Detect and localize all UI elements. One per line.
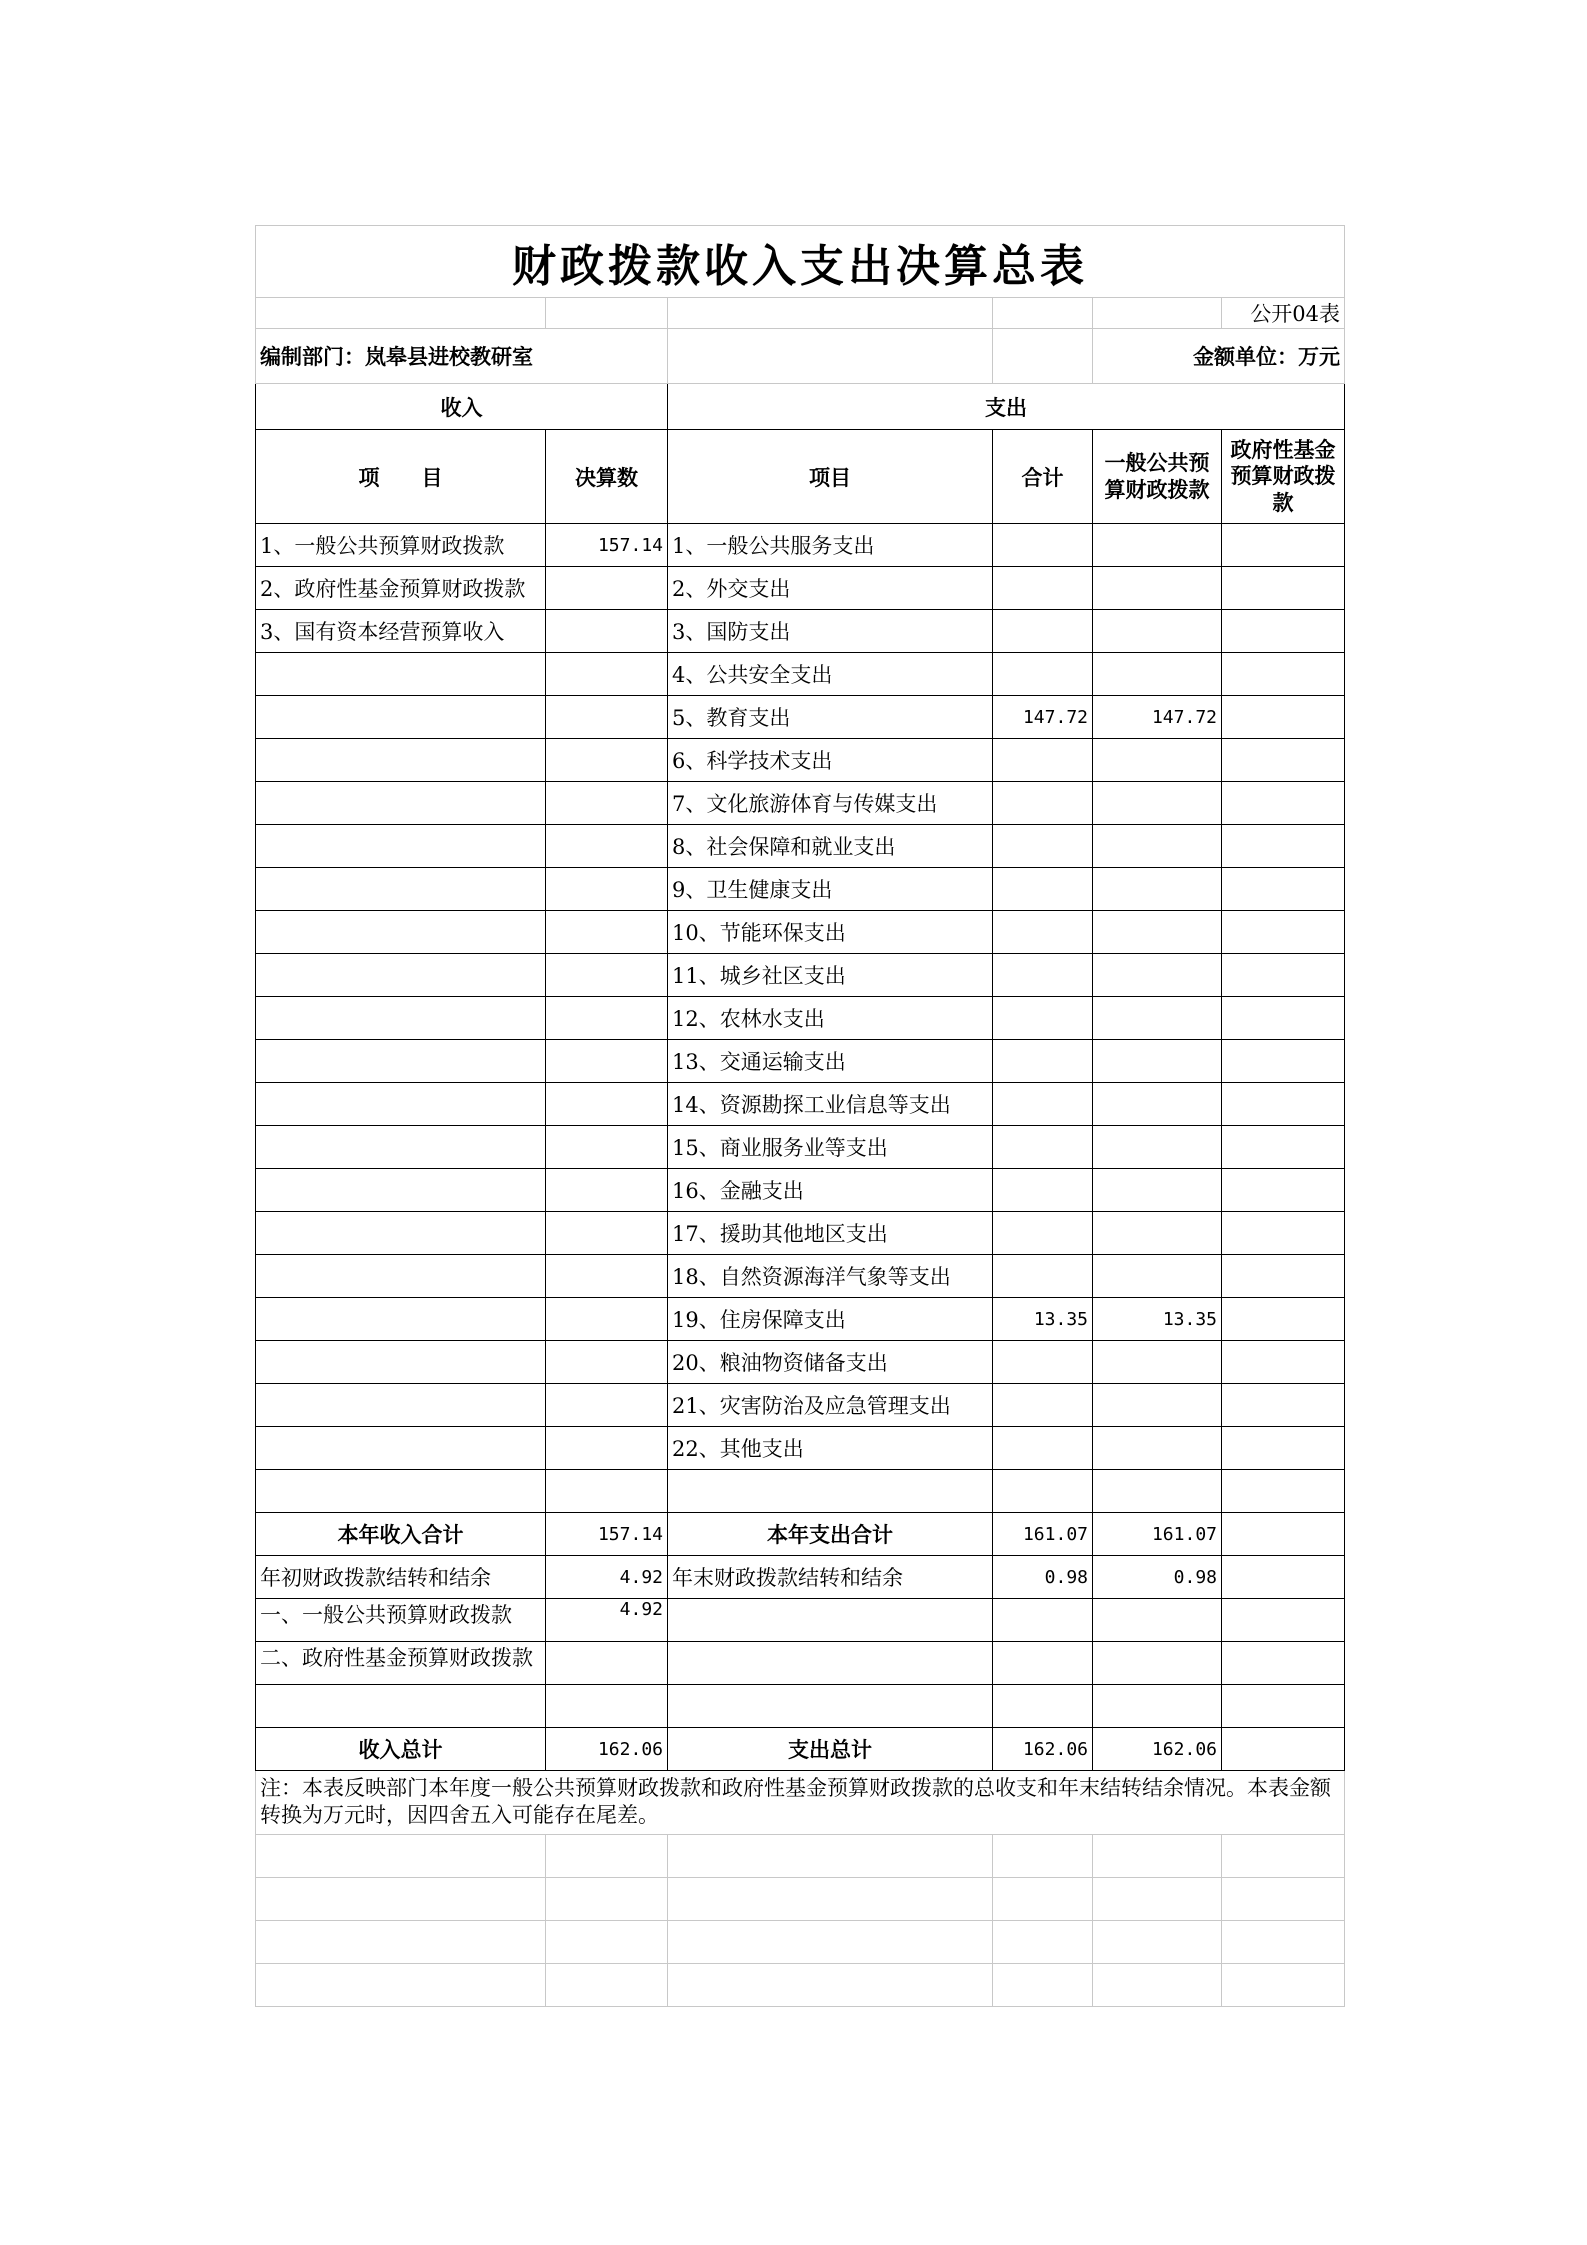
expense-total: [993, 610, 1093, 653]
form-code: 公开04表: [1222, 298, 1345, 329]
expense-fund: [1222, 1298, 1345, 1341]
carry-income-value: 4.92: [546, 1556, 668, 1599]
table-row: [256, 1212, 1345, 1255]
expense-general: [1093, 739, 1222, 782]
expense-fund: [1222, 696, 1345, 739]
income-item: [256, 1169, 546, 1212]
table-row: [256, 1298, 1345, 1341]
income-item: 2、政府性基金预算财政拨款: [256, 567, 546, 610]
expense-fund: [1222, 1470, 1345, 1513]
expense-general: [1093, 1212, 1222, 1255]
gov-fund-header: 政府性基金预算财政拨款: [1222, 430, 1345, 524]
income-value: [546, 997, 668, 1040]
year-total-expense-fund: [1222, 1513, 1345, 1556]
table-row: [256, 1040, 1345, 1083]
income-item: [256, 1040, 546, 1083]
income-item: [256, 1384, 546, 1427]
expense-fund: [1222, 739, 1345, 782]
expense-general: 13.35: [1093, 1298, 1222, 1341]
expense-general: [1093, 1126, 1222, 1169]
expense-item: 18、自然资源海洋气象等支出: [668, 1255, 993, 1298]
expense-general: [1093, 524, 1222, 567]
income-value: [546, 868, 668, 911]
expense-general: [1093, 1083, 1222, 1126]
expense-total: [993, 1040, 1093, 1083]
expense-total: [993, 1470, 1093, 1513]
expense-total: [993, 1083, 1093, 1126]
expense-fund: [1222, 1083, 1345, 1126]
year-total-expense-label: 本年支出合计: [668, 1513, 993, 1556]
table-row: [256, 653, 1345, 696]
expense-total: 13.35: [993, 1298, 1093, 1341]
table-row: [256, 739, 1345, 782]
year-total-expense-total: 161.07: [993, 1513, 1093, 1556]
carry-sub-item: 一、一般公共预算财政拨款: [256, 1599, 546, 1642]
income-value: [546, 653, 668, 696]
income-value: [546, 567, 668, 610]
expense-fund: [1222, 1427, 1345, 1470]
expense-fund: [1222, 1384, 1345, 1427]
expense-item: 12、农林水支出: [668, 997, 993, 1040]
general-public-header: 一般公共预算财政拨款: [1093, 430, 1222, 524]
expense-fund: [1222, 610, 1345, 653]
income-value: 157.14: [546, 524, 668, 567]
table-row: [256, 1599, 1345, 1642]
expense-general: [1093, 567, 1222, 610]
table-row: [256, 825, 1345, 868]
carry-sub-value: [546, 1642, 668, 1685]
expense-total: [993, 1341, 1093, 1384]
expense-item: 15、商业服务业等支出: [668, 1126, 993, 1169]
expense-fund: [1222, 567, 1345, 610]
expense-total: [993, 1384, 1093, 1427]
expense-item: 7、文化旅游体育与传媒支出: [668, 782, 993, 825]
expense-total: [993, 739, 1093, 782]
table-row: [256, 1384, 1345, 1427]
footnote: 注：本表反映部门本年度一般公共预算财政拨款和政府性基金预算财政拨款的总收支和年末结转结余情况。本表金额转换为万元时，因四舍五入可能存在尾差。: [256, 1771, 1345, 1835]
expense-item: 6、科学技术支出: [668, 739, 993, 782]
expense-item: 2、外交支出: [668, 567, 993, 610]
table-row: [256, 782, 1345, 825]
grand-total-expense-label: 支出总计: [668, 1728, 993, 1771]
expense-fund: [1222, 1212, 1345, 1255]
income-value: [546, 1083, 668, 1126]
table-row: [256, 954, 1345, 997]
expense-general: [1093, 1427, 1222, 1470]
income-value: [546, 610, 668, 653]
expense-total: [993, 954, 1093, 997]
report-table: [255, 225, 1345, 2007]
carry-expense-general: 0.98: [1093, 1556, 1222, 1599]
unit-label: 金额单位：万元: [1093, 329, 1345, 384]
income-value: [546, 739, 668, 782]
table-row: [256, 524, 1345, 567]
income-item: [256, 782, 546, 825]
expense-fund: [1222, 524, 1345, 567]
expense-header: 支出: [668, 384, 1345, 430]
income-value: [546, 782, 668, 825]
income-item: [256, 739, 546, 782]
table-row: [256, 1771, 1345, 1835]
income-item: [256, 1126, 546, 1169]
grand-total-income-value: 162.06: [546, 1728, 668, 1771]
income-value: [546, 1470, 668, 1513]
expense-general: [1093, 782, 1222, 825]
carry-income-label: 年初财政拨款结转和结余: [256, 1556, 546, 1599]
income-item: [256, 1212, 546, 1255]
income-item: [256, 911, 546, 954]
table-row: [256, 1083, 1345, 1126]
expense-total: [993, 1126, 1093, 1169]
total-header: 合计: [993, 430, 1093, 524]
table-row: [256, 1427, 1345, 1470]
table-row: [256, 911, 1345, 954]
income-value: [546, 954, 668, 997]
income-item: 3、国有资本经营预算收入: [256, 610, 546, 653]
expense-total: [993, 782, 1093, 825]
expense-fund: [1222, 782, 1345, 825]
table-row: [256, 1255, 1345, 1298]
income-item-header: 项 目: [256, 430, 546, 524]
table-row: [256, 1685, 1345, 1728]
expense-total: [993, 567, 1093, 610]
carry-expense-fund: [1222, 1556, 1345, 1599]
expense-item: 13、交通运输支出: [668, 1040, 993, 1083]
expense-item: 5、教育支出: [668, 696, 993, 739]
expense-fund: [1222, 825, 1345, 868]
table-row: [256, 1341, 1345, 1384]
expense-total: [993, 1212, 1093, 1255]
table-row: [256, 1728, 1345, 1771]
expense-item: 20、粮油物资储备支出: [668, 1341, 993, 1384]
expense-fund: [1222, 1169, 1345, 1212]
table-row: [256, 1642, 1345, 1685]
expense-fund: [1222, 911, 1345, 954]
table-row: [256, 1169, 1345, 1212]
carry-expense-label: 年末财政拨款结转和结余: [668, 1556, 993, 1599]
income-value: [546, 1169, 668, 1212]
expense-total: [993, 911, 1093, 954]
income-item: [256, 1298, 546, 1341]
expense-general: [1093, 997, 1222, 1040]
table-row: [256, 1470, 1345, 1513]
expense-general: [1093, 1040, 1222, 1083]
expense-general: [1093, 610, 1222, 653]
expense-item: 9、卫生健康支出: [668, 868, 993, 911]
income-item: [256, 1427, 546, 1470]
expense-general: [1093, 1169, 1222, 1212]
expense-item: 22、其他支出: [668, 1427, 993, 1470]
expense-fund: [1222, 868, 1345, 911]
expense-general: 147.72: [1093, 696, 1222, 739]
income-item: [256, 1083, 546, 1126]
income-value: [546, 1341, 668, 1384]
report-sheet: [255, 225, 1344, 2007]
carry-sub-item: 二、政府性基金预算财政拨款: [256, 1642, 546, 1685]
table-row: [256, 696, 1345, 739]
expense-item: 10、节能环保支出: [668, 911, 993, 954]
table-row: [256, 1556, 1345, 1599]
expense-total: [993, 1255, 1093, 1298]
table-row: [256, 1835, 1345, 1878]
expense-fund: [1222, 997, 1345, 1040]
income-value: [546, 1212, 668, 1255]
expense-fund: [1222, 653, 1345, 696]
expense-item: [668, 1470, 993, 1513]
expense-total: 147.72: [993, 696, 1093, 739]
expense-general: [1093, 1341, 1222, 1384]
income-value: [546, 1255, 668, 1298]
expense-item: 8、社会保障和就业支出: [668, 825, 993, 868]
expense-general: [1093, 1384, 1222, 1427]
income-item: [256, 954, 546, 997]
expense-item: 1、一般公共服务支出: [668, 524, 993, 567]
expense-item: 4、公共安全支出: [668, 653, 993, 696]
carry-sub-value: 4.92: [546, 1599, 668, 1642]
grand-total-income-label: 收入总计: [256, 1728, 546, 1771]
department-label: 编制部门：岚皋县进校教研室: [256, 329, 668, 384]
expense-item: 21、灾害防治及应急管理支出: [668, 1384, 993, 1427]
year-total-income-label: 本年收入合计: [256, 1513, 546, 1556]
table-row: [256, 1126, 1345, 1169]
table-row: [256, 868, 1345, 911]
expense-total: [993, 825, 1093, 868]
expense-total: [993, 1169, 1093, 1212]
expense-general: [1093, 911, 1222, 954]
income-item: [256, 825, 546, 868]
table-row: [256, 610, 1345, 653]
expense-total: [993, 524, 1093, 567]
expense-item-header: 项目: [668, 430, 993, 524]
expense-fund: [1222, 1126, 1345, 1169]
expense-item: 19、住房保障支出: [668, 1298, 993, 1341]
income-item: 1、一般公共预算财政拨款: [256, 524, 546, 567]
income-header: 收入: [256, 384, 668, 430]
expense-general: [1093, 653, 1222, 696]
expense-general: [1093, 1470, 1222, 1513]
table-row: [256, 567, 1345, 610]
expense-item: 3、国防支出: [668, 610, 993, 653]
budget-amount-header: 决算数: [546, 430, 668, 524]
table-row: [256, 997, 1345, 1040]
income-value: [546, 825, 668, 868]
income-item: [256, 653, 546, 696]
expense-general: [1093, 825, 1222, 868]
expense-general: [1093, 1255, 1222, 1298]
grand-total-expense-fund: [1222, 1728, 1345, 1771]
table-row: [256, 1513, 1345, 1556]
expense-total: [993, 1427, 1093, 1470]
table-row: [256, 1878, 1345, 1921]
expense-general: [1093, 954, 1222, 997]
income-value: [546, 1384, 668, 1427]
income-item: [256, 1341, 546, 1384]
income-value: [546, 1298, 668, 1341]
expense-general: [1093, 868, 1222, 911]
expense-total: [993, 653, 1093, 696]
income-item: [256, 696, 546, 739]
year-total-expense-general: 161.07: [1093, 1513, 1222, 1556]
expense-total: [993, 997, 1093, 1040]
expense-fund: [1222, 1255, 1345, 1298]
expense-item: 16、金融支出: [668, 1169, 993, 1212]
expense-fund: [1222, 1341, 1345, 1384]
expense-item: 11、城乡社区支出: [668, 954, 993, 997]
page-title: 财政拨款收入支出决算总表: [256, 226, 1345, 298]
income-value: [546, 911, 668, 954]
income-value: [546, 1126, 668, 1169]
expense-item: 17、援助其他地区支出: [668, 1212, 993, 1255]
grand-total-expense-total: 162.06: [993, 1728, 1093, 1771]
income-value: [546, 696, 668, 739]
expense-item: 14、资源勘探工业信息等支出: [668, 1083, 993, 1126]
income-item: [256, 997, 546, 1040]
table-row: [256, 1964, 1345, 2007]
income-item: [256, 1470, 546, 1513]
income-value: [546, 1427, 668, 1470]
income-item: [256, 868, 546, 911]
expense-fund: [1222, 954, 1345, 997]
expense-total: [993, 868, 1093, 911]
grand-total-expense-general: 162.06: [1093, 1728, 1222, 1771]
income-item: [256, 1255, 546, 1298]
carry-expense-total: 0.98: [993, 1556, 1093, 1599]
income-value: [546, 1040, 668, 1083]
year-total-income-value: 157.14: [546, 1513, 668, 1556]
table-row: [256, 1921, 1345, 1964]
expense-fund: [1222, 1040, 1345, 1083]
